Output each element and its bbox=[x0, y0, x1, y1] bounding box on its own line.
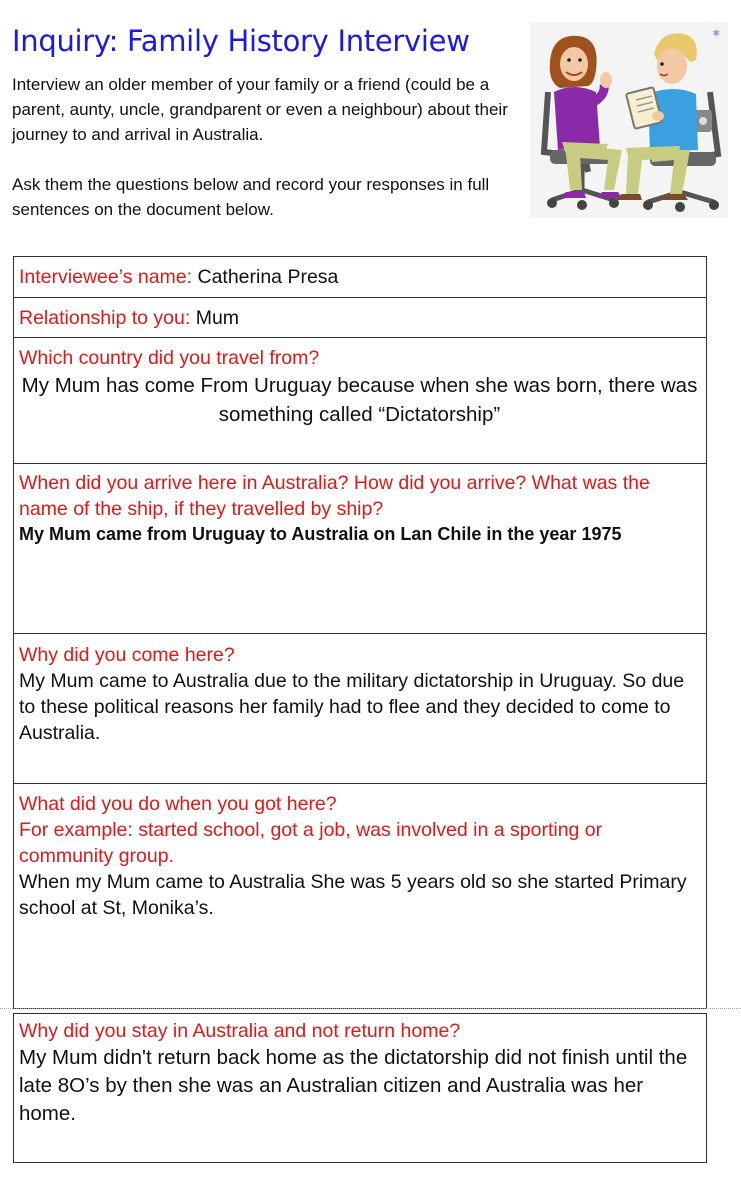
arrival-row bbox=[13, 463, 707, 634]
reason-row bbox=[13, 633, 707, 784]
intro-paragraph-2: Ask them the questions below and record your responses in full sentences on the document below. bbox=[12, 175, 490, 219]
stay-question: Why did you stay in Australia and not return home? bbox=[19, 1020, 461, 1042]
reason-question: Why did you come here? bbox=[19, 644, 235, 666]
country-question: Which country did you travel from? bbox=[19, 347, 320, 369]
reason-answer[interactable]: My Mum came to Australia due to the military dictatorship in Uruguay. So due to these political reasons her family had to flee and they decided to come to Australia. bbox=[19, 670, 685, 744]
country-row bbox=[13, 337, 707, 464]
man-figure bbox=[614, 33, 719, 212]
stay-row bbox=[13, 1013, 707, 1163]
arrival-answer[interactable]: My Mum came from Uruguay to Australia on Lan Chile in the year 1975 bbox=[19, 524, 622, 544]
activity-answer[interactable]: When my Mum came to Australia She was 5 years old so she started Primary school at St, Monika’s. bbox=[19, 871, 687, 919]
name-label: Interviewee’s name: bbox=[19, 266, 193, 288]
name-row bbox=[13, 256, 707, 298]
name-value[interactable]: Catherina Presa bbox=[192, 266, 339, 288]
arrival-question: When did you arrive here in Australia? How did you arrive? What was the name of the ship, if they travelled by ship? bbox=[19, 472, 650, 520]
intro-text bbox=[12, 72, 532, 222]
activity-question-line-2: For example: started school, got a job, was involved in a sporting or community group. bbox=[19, 819, 603, 867]
page-title: Inquiry: Family History Interview bbox=[12, 24, 470, 58]
activity-question-line-1: What did you do when you got here? bbox=[19, 793, 337, 815]
activity-row bbox=[13, 783, 707, 1009]
interview-illustration-icon bbox=[530, 22, 728, 218]
relationship-value[interactable]: Mum bbox=[190, 307, 240, 329]
relationship-label: Relationship to you: bbox=[19, 307, 191, 329]
woman-figure bbox=[544, 36, 622, 210]
relationship-row bbox=[13, 297, 707, 338]
page-break-divider bbox=[0, 1008, 741, 1009]
intro-paragraph-1: Interview an older member of your family or a friend (could be a parent, aunty, uncle, grandparent or even a neighbour) about their journey to and arrival in Australia. bbox=[12, 75, 508, 144]
country-answer[interactable]: My Mum has come From Uruguay because when she was born, there was something called “Dictatorship” bbox=[21, 374, 698, 426]
stay-answer[interactable]: My Mum didn't return back home as the dictatorship did not finish until the late 8O’s by then she was an Australian citizen and Australia was her home. bbox=[19, 1046, 688, 1125]
star-icon: ✱ bbox=[712, 28, 720, 38]
